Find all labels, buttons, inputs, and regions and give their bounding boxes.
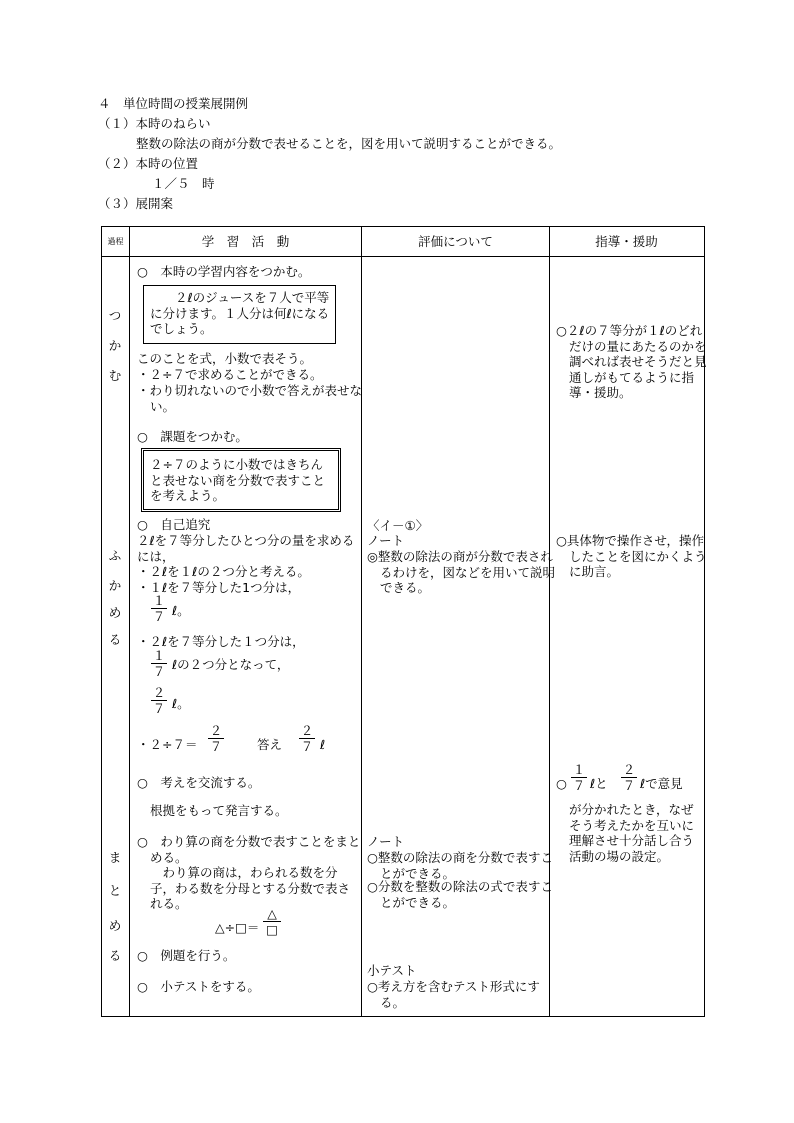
guidance-note: ○具体物で操作させ，操作したことを図にかくように助言。 <box>556 533 707 579</box>
aim-text: 整数の除法の商が分数で表せることを，図を用いて説明することができる。 <box>136 136 562 151</box>
header-evaluation: 評価について <box>418 234 493 249</box>
stage-char: か <box>108 338 122 353</box>
stage-char: ふ <box>108 548 122 563</box>
formula-triangle: △÷□＝ <box>215 920 260 935</box>
fraction-two-sevenths: ２ ７ <box>300 723 314 754</box>
liter-unit: ℓ。 <box>172 603 190 618</box>
guidance-marker: ○ <box>556 776 567 791</box>
activity-example: ○ 例題を行う。 <box>137 948 236 963</box>
fraction-one-seventh: １ ７ <box>572 762 586 793</box>
liter-unit: ℓ。 <box>172 696 190 711</box>
formula-bullet: ・２÷７で求めることができる。 <box>137 367 323 382</box>
problem-box <box>143 285 336 344</box>
eval-note: ノート <box>367 834 405 849</box>
self-study-bullet: ・２ℓを７等分した１つ分は， <box>137 634 305 649</box>
stage-char: か <box>108 578 122 593</box>
activity-grasp: ○ 本時の学習内容をつかむ。 <box>137 264 311 279</box>
plan-label: （３）展開案 <box>98 196 174 211</box>
answer-label: 答え <box>257 737 283 752</box>
guidance-note: ○２ℓの７等分が１ℓのどれだけの量にあたるのかを調べれば表せそうだと見通しがもてるように指導・援助。 <box>556 323 707 400</box>
guidance-text: ℓで意見 <box>640 776 683 791</box>
self-study-text: ℓの２つ分となって， <box>172 657 290 672</box>
aim-label: （１）本時のねらい <box>98 116 211 131</box>
header-activity: 学 習 活 動 <box>201 234 290 249</box>
self-study-bullet: ・２ℓを１ℓの２つ分と考える。 <box>137 564 310 579</box>
eval-criterion: ○分数を整数の除法の式で表すことができる。 <box>367 879 553 910</box>
eval-note: ノート <box>367 533 405 548</box>
header-process: 過程 <box>107 237 124 246</box>
self-study-bullet: ・１ℓを７等分した1つ分は， <box>137 580 301 595</box>
guidance-note: が分かれたとき，なぜそう考えたかを互いに理解させ十分話し合う活動の場の設定。 <box>569 802 695 864</box>
stage-char: と <box>108 883 122 898</box>
fraction-triangle-square: △ □ <box>263 907 281 936</box>
stage-char: め <box>108 605 122 620</box>
position-label: （２）本時の位置 <box>98 156 199 171</box>
section-title: ４ 単位時間の授業展開例 <box>98 96 249 111</box>
task-text: ２÷７のように小数ではきちんと表せない商を分数で表すことを考えよう。 <box>150 457 326 503</box>
fraction-two-sevenths: ２ ７ <box>152 685 166 716</box>
eval-code: 〈イ－①〉 <box>367 518 429 533</box>
formula-bullet: ・わり切れないので小数で答えが表せない。 <box>137 383 363 414</box>
activity-exchange: ○ 考えを交流する。 <box>137 775 261 790</box>
stage-char: る <box>108 632 122 647</box>
stage-char: め <box>108 918 122 933</box>
eval-criterion: ○考え方を含むテスト形式にする。 <box>367 979 540 1010</box>
self-study-title: ○ 自己追究 <box>137 517 211 532</box>
equation-left: ・２÷７＝ <box>137 737 198 752</box>
eval-criterion: ◎整数の除法の商が分数で表されるわけを，図などを用いて説明できる。 <box>367 549 556 595</box>
activity-summarize: ○ わり算の商を分数で表すことをまとめる。 <box>137 834 361 865</box>
guidance-text: ℓと <box>590 776 608 791</box>
fraction-one-seventh: １ ７ <box>152 648 166 679</box>
activity-test: ○ 小テストをする。 <box>137 979 260 994</box>
fraction-two-sevenths: ２ ７ <box>209 723 223 754</box>
eval-criterion: ○整数の除法の商を分数で表すことができる。 <box>367 850 553 881</box>
eval-test: 小テスト <box>367 963 417 978</box>
header-guidance: 指導・援助 <box>595 234 658 249</box>
activity-summarize-text: わり算の商は，わられる数を分子，わる数を分母とする分数で表される。 <box>150 865 351 911</box>
stage-char: む <box>108 368 122 383</box>
formula-intro: このことを式，小数で表そう。 <box>137 351 313 366</box>
fraction-one-seventh: １ ７ <box>152 593 166 624</box>
stage-char: る <box>108 948 122 963</box>
problem-text: ２ℓのジュースを７人で平等に分けます。１人分は何ℓになるでしょう。 <box>150 290 330 336</box>
fraction-two-sevenths: ２ ７ <box>622 762 636 793</box>
activity-grounds: 根拠をもって発言する。 <box>150 803 288 818</box>
liter-unit: ℓ <box>320 737 326 752</box>
position-text: １／５ 時 <box>152 176 215 191</box>
self-study-text: ２ℓを７等分したひとつ分の量を求めるには， <box>137 533 355 564</box>
task-grasp: ○ 課題をつかむ。 <box>137 429 248 444</box>
stage-char: つ <box>108 308 122 323</box>
stage-char: ま <box>108 850 122 865</box>
task-box <box>141 448 341 512</box>
